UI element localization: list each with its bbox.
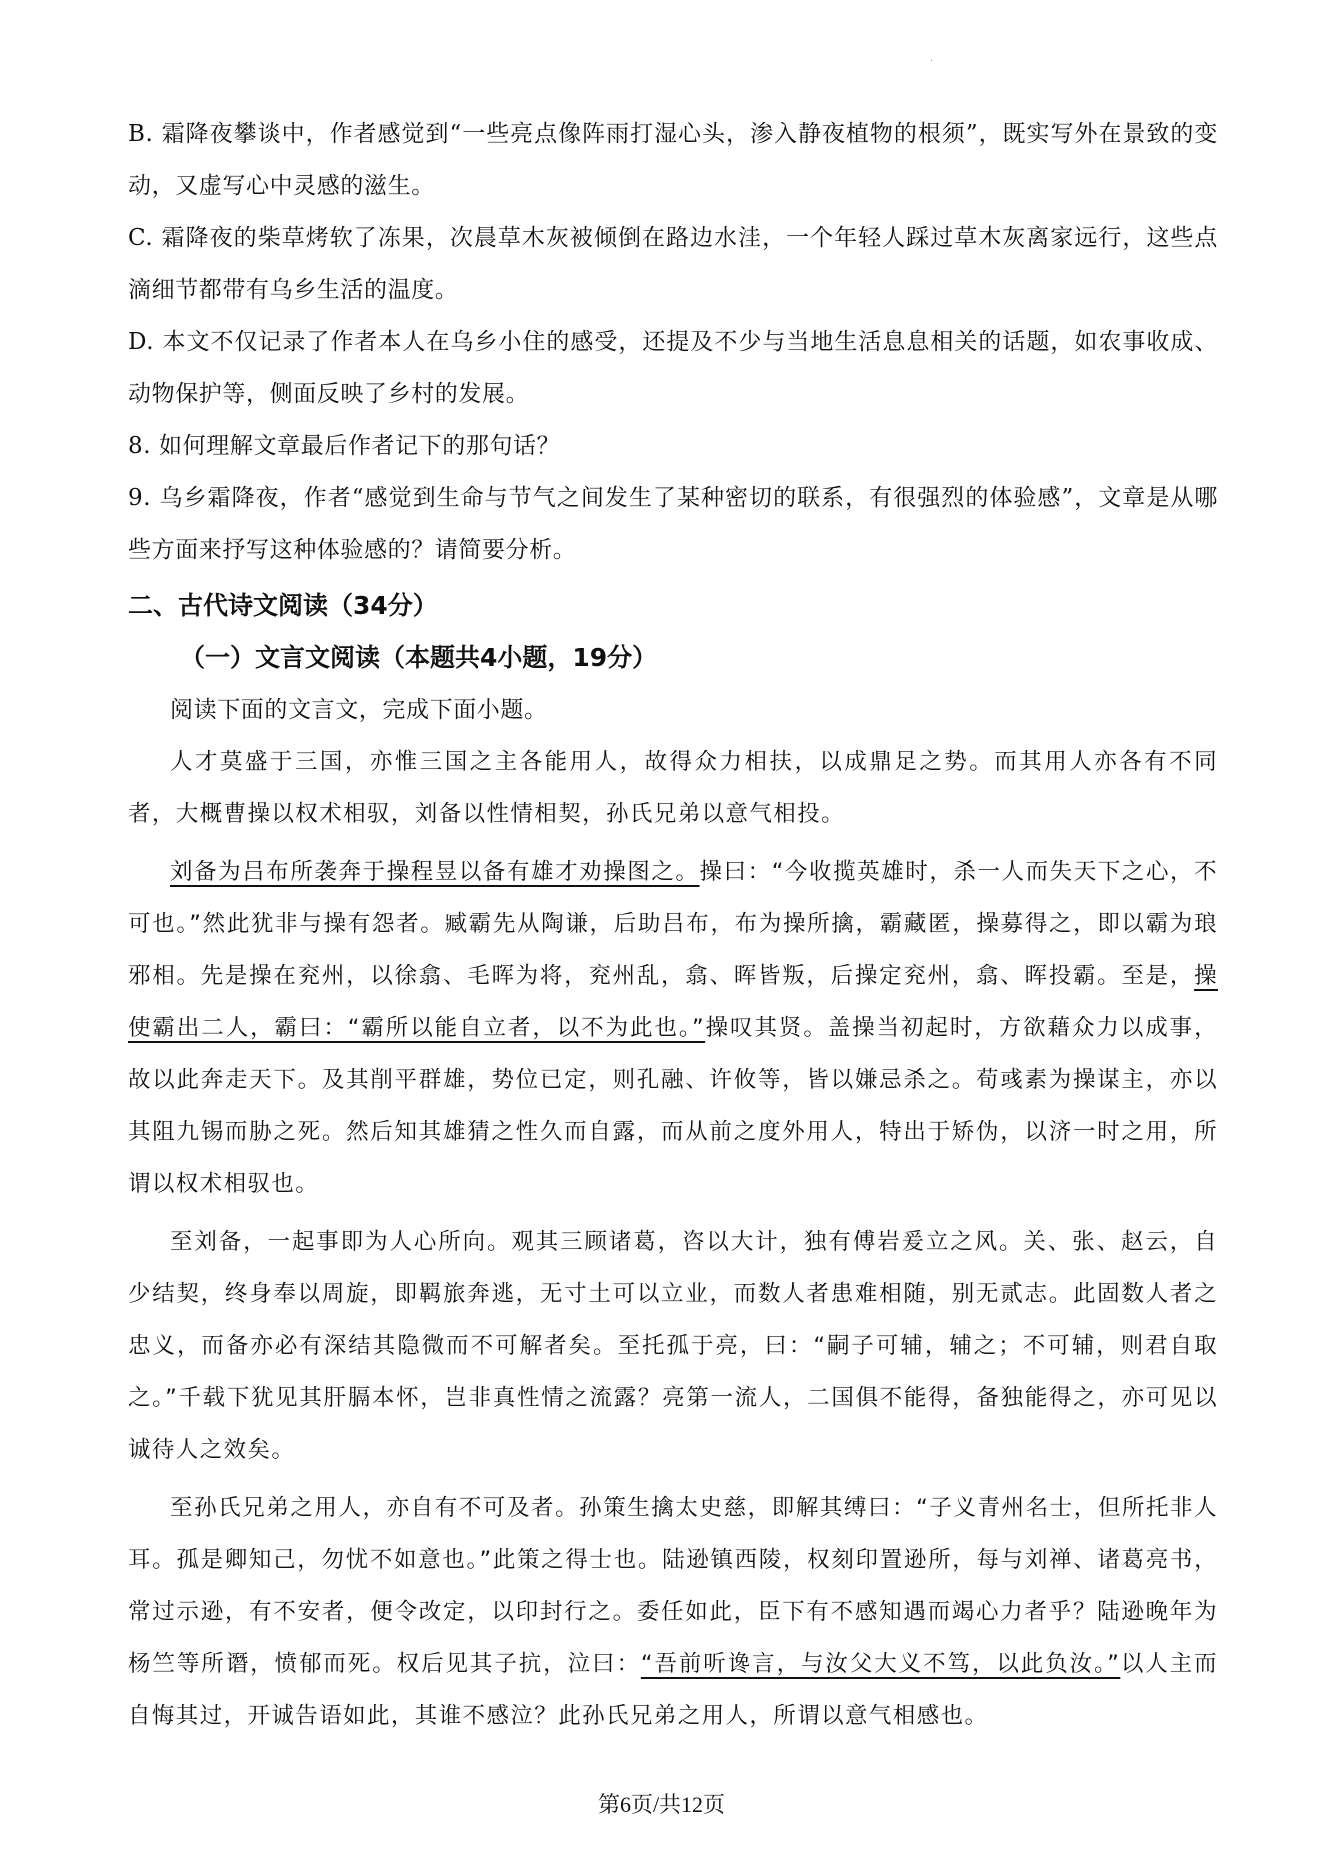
page-content	[128, 108, 1218, 1742]
passage-paragraph-2	[128, 846, 1218, 1210]
underlined-sentence-2: 操使霸出二人，霸曰：“霸所以能自立者，以不为此也。”	[128, 963, 1218, 1041]
instruction: 阅读下面的文言文，完成下面小题。	[170, 697, 548, 723]
passage-paragraph-3: 至刘备，一起事即为人心所向。观其三顾诸葛，咨以大计，独有傅岩爰立之风。关、张、赵云，自少结契，终身奉以周旋，即羁旅奔逃，无寸土可以立业，而数人者患难相随，别无贰志。此固数人者之忠义，而备亦必有深结其隐微而不可解者矣。至托孤于亮，曰：“嗣子可辅，辅之；不可辅，则君自取之。”千载下犹见其肝膈本怀，岂非真性情之流露？亮第一流人，二国俱不能得，备独能得之，亦可见以诚待人之效矣。	[128, 1229, 1218, 1463]
underlined-sentence-1: 刘备为吕布所袭奔于操程昱以备有雄才劝操图之。	[170, 859, 700, 885]
section-heading: 二、古代诗文阅读（34分）	[128, 591, 438, 620]
option-b: B. 霜降夜攀谈中，作者感觉到“一些亮点像阵雨打湿心头，渗入静夜植物的根须”，既实写外在景致的变动，又虚写心中灵感的滋生。	[128, 121, 1218, 199]
passage-text: 操叹其贤。盖操当初起时，方欲藉众力以成事，故以此奔走天下。及其削平群雄，势位已定，则孔融、许攸等，皆以嫌忌杀之。荀彧素为操谋主，亦以其阻九锡而胁之死。然后知其雄猜之性久而自露，而从前之度外用人，特出于矫伪，以济一时之用，所谓以权术相驭也。	[128, 1015, 1218, 1197]
option-d: D. 本文不仅记录了作者本人在乌乡小住的感受，还提及不少与当地生活息息相关的话题，如农事收成、动物保护等，侧面反映了乡村的发展。	[128, 329, 1218, 407]
passage-paragraph-4	[128, 1482, 1218, 1742]
passage-text: 操曰：“今收揽英雄时，杀一人而失天下之心，不可也。”然此犹非与操有怨者。臧霸先从陶谦，后助吕布，布为操所擒，霸藏匿，操募得之，即以霸为琅邪相。先是操在兖州，以徐翕、毛晖为将，兖州乱，翕、晖皆叛，后操定兖州，翕、晖投霸。至是，	[128, 859, 1218, 989]
passage-text: 以人主而自悔其过，开诚告语如此，其谁不感泣？此孙氏兄弟之用人，所谓以意气相感也。	[128, 1651, 1218, 1729]
page-number: 第6页/共12页	[597, 1792, 726, 1817]
passage-paragraph-1: 人才莫盛于三国，亦惟三国之主各能用人，故得众力相扶，以成鼎足之势。而其用人亦各有不同者，大概曹操以权术相驭，刘备以性情相契，孙氏兄弟以意气相投。	[128, 749, 1218, 827]
sub-heading: （一）文言文阅读（本题共4小题，19分）	[180, 643, 658, 672]
passage-text: 至孙氏兄弟之用人，亦自有不可及者。孙策生擒太史慈，即解其缚曰：“子义青州名士，但所托非人耳。孤是卿知己，勿忧不如意也。”此策之得士也。陆逊镇西陵，权刻印置逊所，每与刘禅、诸葛亮书，常过示逊，有不安者，便令改定，以印封行之。委任如此，臣下有不感知遇而竭心力者乎？陆逊晚年为杨竺等所谮，愤郁而死。权后见其子抗，泣曰：	[128, 1495, 1218, 1677]
question-8: 8. 如何理解文章最后作者记下的那句话？	[128, 433, 561, 459]
question-9: 9. 乌乡霜降夜，作者“感觉到生命与节气之间发生了某种密切的联系，有很强烈的体验感”，文章是从哪些方面来抒写这种体验感的？请简要分析。	[128, 485, 1218, 563]
option-c: C. 霜降夜的柴草烤软了冻果，次晨草木灰被倾倒在路边水洼，一个年轻人踩过草木灰离家远行，这些点滴细节都带有乌乡生活的温度。	[128, 225, 1218, 303]
scan-speck: ·	[929, 56, 933, 67]
underlined-sentence-3: “吾前听谗言，与汝父大义不笃，以此负汝。”	[640, 1651, 1121, 1677]
